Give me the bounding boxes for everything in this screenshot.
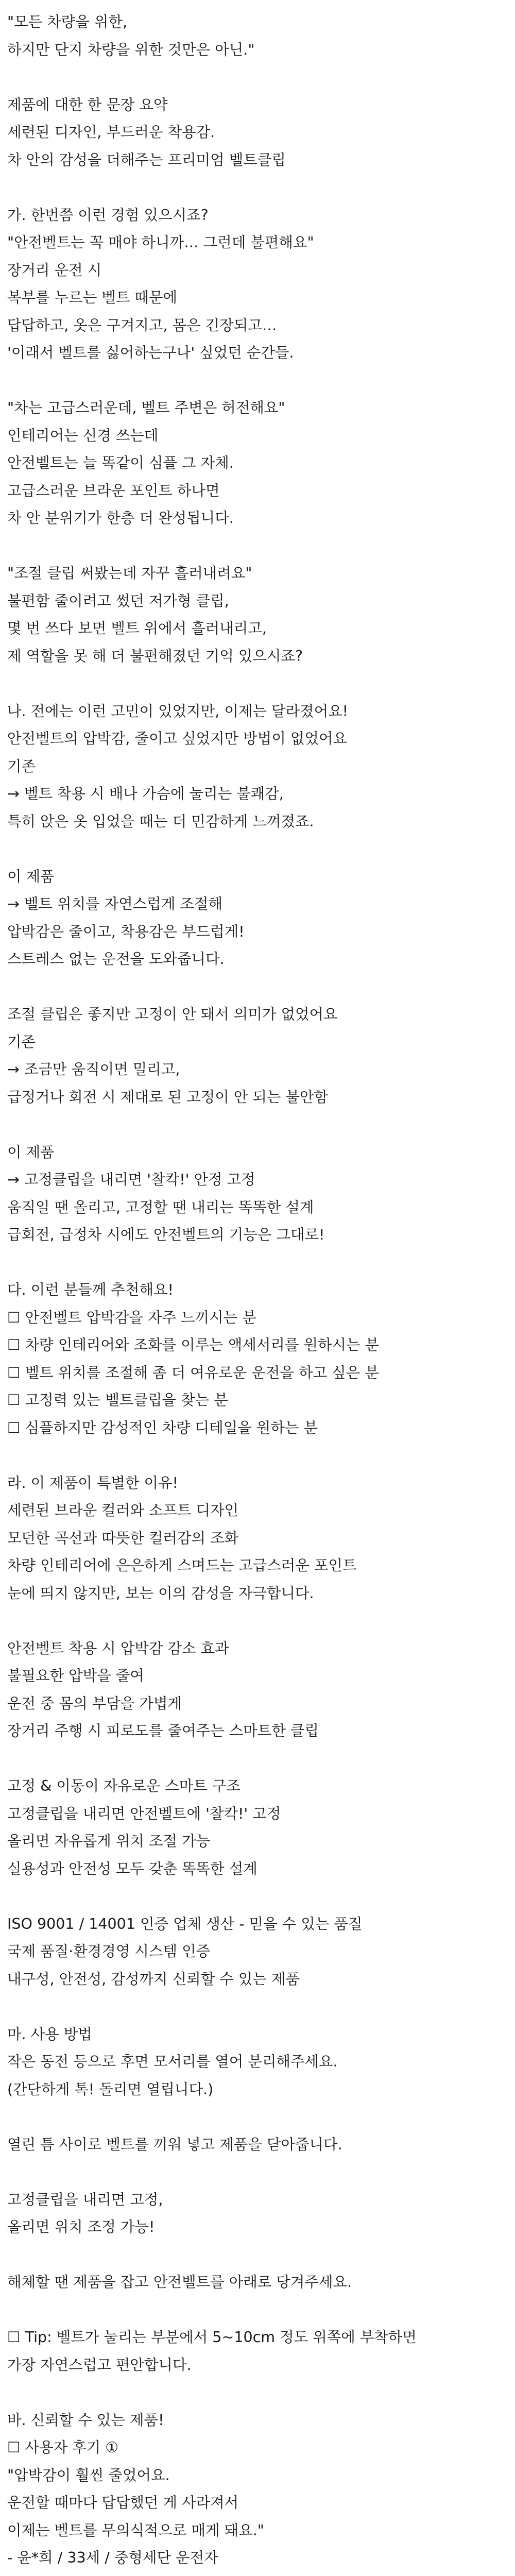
text-line: "차는 고급스러운데, 벨트 주변은 허전해요"	[7, 399, 285, 416]
text-line: ☐ Tip: 벨트가 눌리는 부분에서 5~10cm 정도 위쪽에 부착하면	[7, 2329, 417, 2346]
text-line: 모던한 곡선과 따뜻한 컬러감의 조화	[7, 1529, 239, 1547]
text-line: 불편함 줄이려고 썼던 저가형 클립,	[7, 592, 229, 609]
text-line: 안전벨트는 늘 똑같이 심플 그 자체.	[7, 454, 234, 471]
text-line: 국제 품질·환경경영 시스템 인증	[7, 1943, 211, 1960]
text-line: 운전할 때마다 답답했던 게 사라져서	[7, 2494, 239, 2511]
text-line: 특히 앉은 옷 입었을 때는 더 민감하게 느껴졌죠.	[7, 812, 314, 830]
text-line: 눈에 띄지 않지만, 보는 이의 감성을 자극합니다.	[7, 1584, 314, 1602]
text-line: 안전벨트의 압박감, 줄이고 싶었지만 방법이 없었어요	[7, 730, 348, 747]
text-line: 급회전, 급정차 시에도 안전벨트의 기능은 그대로!	[7, 1226, 325, 1243]
text-line: 몇 번 쓰다 보면 벨트 위에서 흘러내리고,	[7, 620, 267, 637]
text-line: 장거리 운전 시	[7, 261, 102, 279]
paragraph-gap	[7, 2103, 508, 2131]
text-line: 라. 이 제품이 특별한 이유!	[7, 1474, 179, 1492]
text-line: 인테리어는 신경 쓰는데	[7, 427, 159, 444]
text-line: 고정 & 이동이 자유로운 스마트 구조	[7, 1777, 241, 1794]
text-line: - 윤*희 / 33세 / 중형세단 운전자	[7, 2549, 218, 2566]
text-line: "모든 차량을 위한,	[7, 13, 128, 30]
text-line: → 조금만 움직이면 밀리고,	[7, 1061, 180, 1078]
paragraph-gap	[7, 2572, 508, 2576]
text-line: → 벨트 위치를 자연스럽게 조절해	[7, 895, 223, 912]
paragraph-gap	[7, 1883, 508, 1910]
text-line: 올리면 위치 조정 가능!	[7, 2218, 155, 2235]
text-line: → 벨트 착용 시 배나 가슴에 눌리는 불쾌감,	[7, 785, 284, 802]
text-line: 고급스러운 브라운 포인트 하나면	[7, 482, 220, 499]
text-line: 하지만 단지 차량을 위한 것만은 아닌."	[7, 41, 255, 58]
text-line: 스트레스 없는 운전을 도와줍니다.	[7, 951, 225, 968]
text-line: 차량 인테리어에 은은하게 스며드는 고급스러운 포인트	[7, 1557, 357, 1574]
text-line: ☐ 고정력 있는 벨트클립을 찾는 분	[7, 1392, 228, 1409]
text-line: '이래서 벨트를 싫어하는구나' 싶었던 순간들.	[7, 344, 294, 361]
paragraph-gap	[7, 1111, 508, 1139]
text-line: ☐ 심플하지만 감성적인 차량 디테일을 원하는 분	[7, 1419, 318, 1436]
text-line: ☐ 차량 인테리어와 조화를 이루는 액세서리를 원하시는 분	[7, 1336, 380, 1353]
text-line: "조절 클립 써봤는데 자꾸 흘러내려요"	[7, 565, 252, 582]
text-line: (간단하게 톡! 돌리면 열립니다.)	[7, 2080, 214, 2098]
text-line: 제품에 대한 한 문장 요약	[7, 96, 168, 113]
text-line: 고정클립을 내리면 안전벨트에 '찰칵!' 고정	[7, 1805, 281, 1822]
paragraph-gap	[7, 1249, 508, 1277]
paragraph-gap	[7, 63, 508, 91]
paragraph-gap	[7, 174, 508, 201]
paragraph-gap	[7, 2241, 508, 2269]
text-line: 내구성, 안전성, 감성까지 신뢰할 수 있는 제품	[7, 1970, 300, 1988]
text-line: 고정클립을 내리면 고정,	[7, 2191, 163, 2208]
text-line: 급정거나 회전 시 제대로 된 고정이 안 되는 불안함	[7, 1088, 329, 1106]
text-line: 가장 자연스럽고 편안합니다.	[7, 2356, 192, 2374]
text-line: ISO 9001 / 14001 인증 업체 생산 - 믿을 수 있는 품질	[7, 1915, 363, 1933]
paragraph-gap	[7, 2379, 508, 2406]
text-line: 세련된 디자인, 부드러운 착용감.	[7, 124, 215, 141]
text-line: 이제는 벨트를 무의식적으로 매게 돼요."	[7, 2521, 264, 2539]
text-line: 작은 동전 등으로 후면 모서리를 열어 분리해주세요.	[7, 2053, 338, 2070]
paragraph-gap	[7, 973, 508, 1001]
text-line: 움직일 땐 올리고, 고정할 땐 내리는 똑똑한 설계	[7, 1198, 314, 1216]
text-line: 제 역할을 못 해 더 불편해졌던 기억 있으시죠?	[7, 647, 303, 665]
paragraph-gap	[7, 1442, 508, 1469]
text-line: 실용성과 안전성 모두 갖춘 똑똑한 설계	[7, 1860, 258, 1877]
paragraph-gap	[7, 1745, 508, 1773]
text-line: 불필요한 압박을 줄여	[7, 1667, 144, 1684]
text-line: 기존	[7, 1033, 36, 1050]
text-line: 차 안의 감성을 더해주는 프리미엄 벨트클립	[7, 151, 286, 168]
text-line: 장거리 주행 시 피로도를 줄여주는 스마트한 클립	[7, 1722, 319, 1739]
text-line: 나. 전에는 이런 고민이 있었지만, 이제는 달라졌어요!	[7, 702, 349, 720]
text-line: 이 제품	[7, 1143, 55, 1161]
text-line: → 고정클립을 내리면 '찰칵!' 안정 고정	[7, 1171, 255, 1188]
text-line: 마. 사용 방법	[7, 2025, 92, 2043]
paragraph-gap	[7, 835, 508, 863]
text-line: 바. 신뢰할 수 있는 제품!	[7, 2411, 164, 2429]
text-line: 올리면 자유롭게 위치 조절 가능	[7, 1833, 211, 1850]
text-line: 압박감은 줄이고, 착용감은 부드럽게!	[7, 923, 245, 940]
paragraph-gap	[7, 1993, 508, 2021]
text-line: 해체할 땐 제품을 잡고 안전벨트를 아래로 당겨주세요.	[7, 2274, 352, 2291]
paragraph-gap	[7, 532, 508, 560]
text-line: ☐ 벨트 위치를 조절해 좀 더 여유로운 운전을 하고 싶은 분	[7, 1364, 379, 1381]
text-line: 이 제품	[7, 868, 55, 885]
text-line: "안전벨트는 꼭 매야 하니까… 그런데 불편해요"	[7, 234, 314, 251]
text-line: 답답하고, 옷은 구겨지고, 몸은 긴장되고…	[7, 316, 277, 334]
text-line: 다. 이런 분들께 추천해요!	[7, 1281, 174, 1298]
text-line: 열린 틈 사이로 벨트를 끼워 넣고 제품을 닫아줍니다.	[7, 2136, 342, 2153]
text-line: ☐ 사용자 후기 ①	[7, 2439, 118, 2456]
text-line: 복부를 누르는 벨트 때문에	[7, 289, 178, 306]
text-line: 기존	[7, 757, 36, 775]
text-line: 조절 클립은 좋지만 고정이 안 돼서 의미가 없었어요	[7, 1006, 338, 1023]
paragraph-gap	[7, 1607, 508, 1635]
paragraph-gap	[7, 2158, 508, 2186]
text-line: ☐ 안전벨트 압박감을 자주 느끼시는 분	[7, 1309, 256, 1326]
text-line: "압박감이 훨씬 줄었어요.	[7, 2466, 170, 2484]
paragraph-gap	[7, 670, 508, 698]
text-line: 세련된 브라운 컬러와 소프트 디자인	[7, 1502, 239, 1519]
paragraph-gap	[7, 367, 508, 395]
text-line: 가. 한번쯤 이런 경험 있으시죠?	[7, 206, 209, 224]
text-line: 차 안 분위기가 한층 더 완성됩니다.	[7, 510, 234, 527]
text-line: 안전벨트 착용 시 압박감 감소 효과	[7, 1639, 229, 1657]
text-line: 운전 중 몸의 부담을 가볍게	[7, 1694, 182, 1712]
paragraph-gap	[7, 2296, 508, 2324]
